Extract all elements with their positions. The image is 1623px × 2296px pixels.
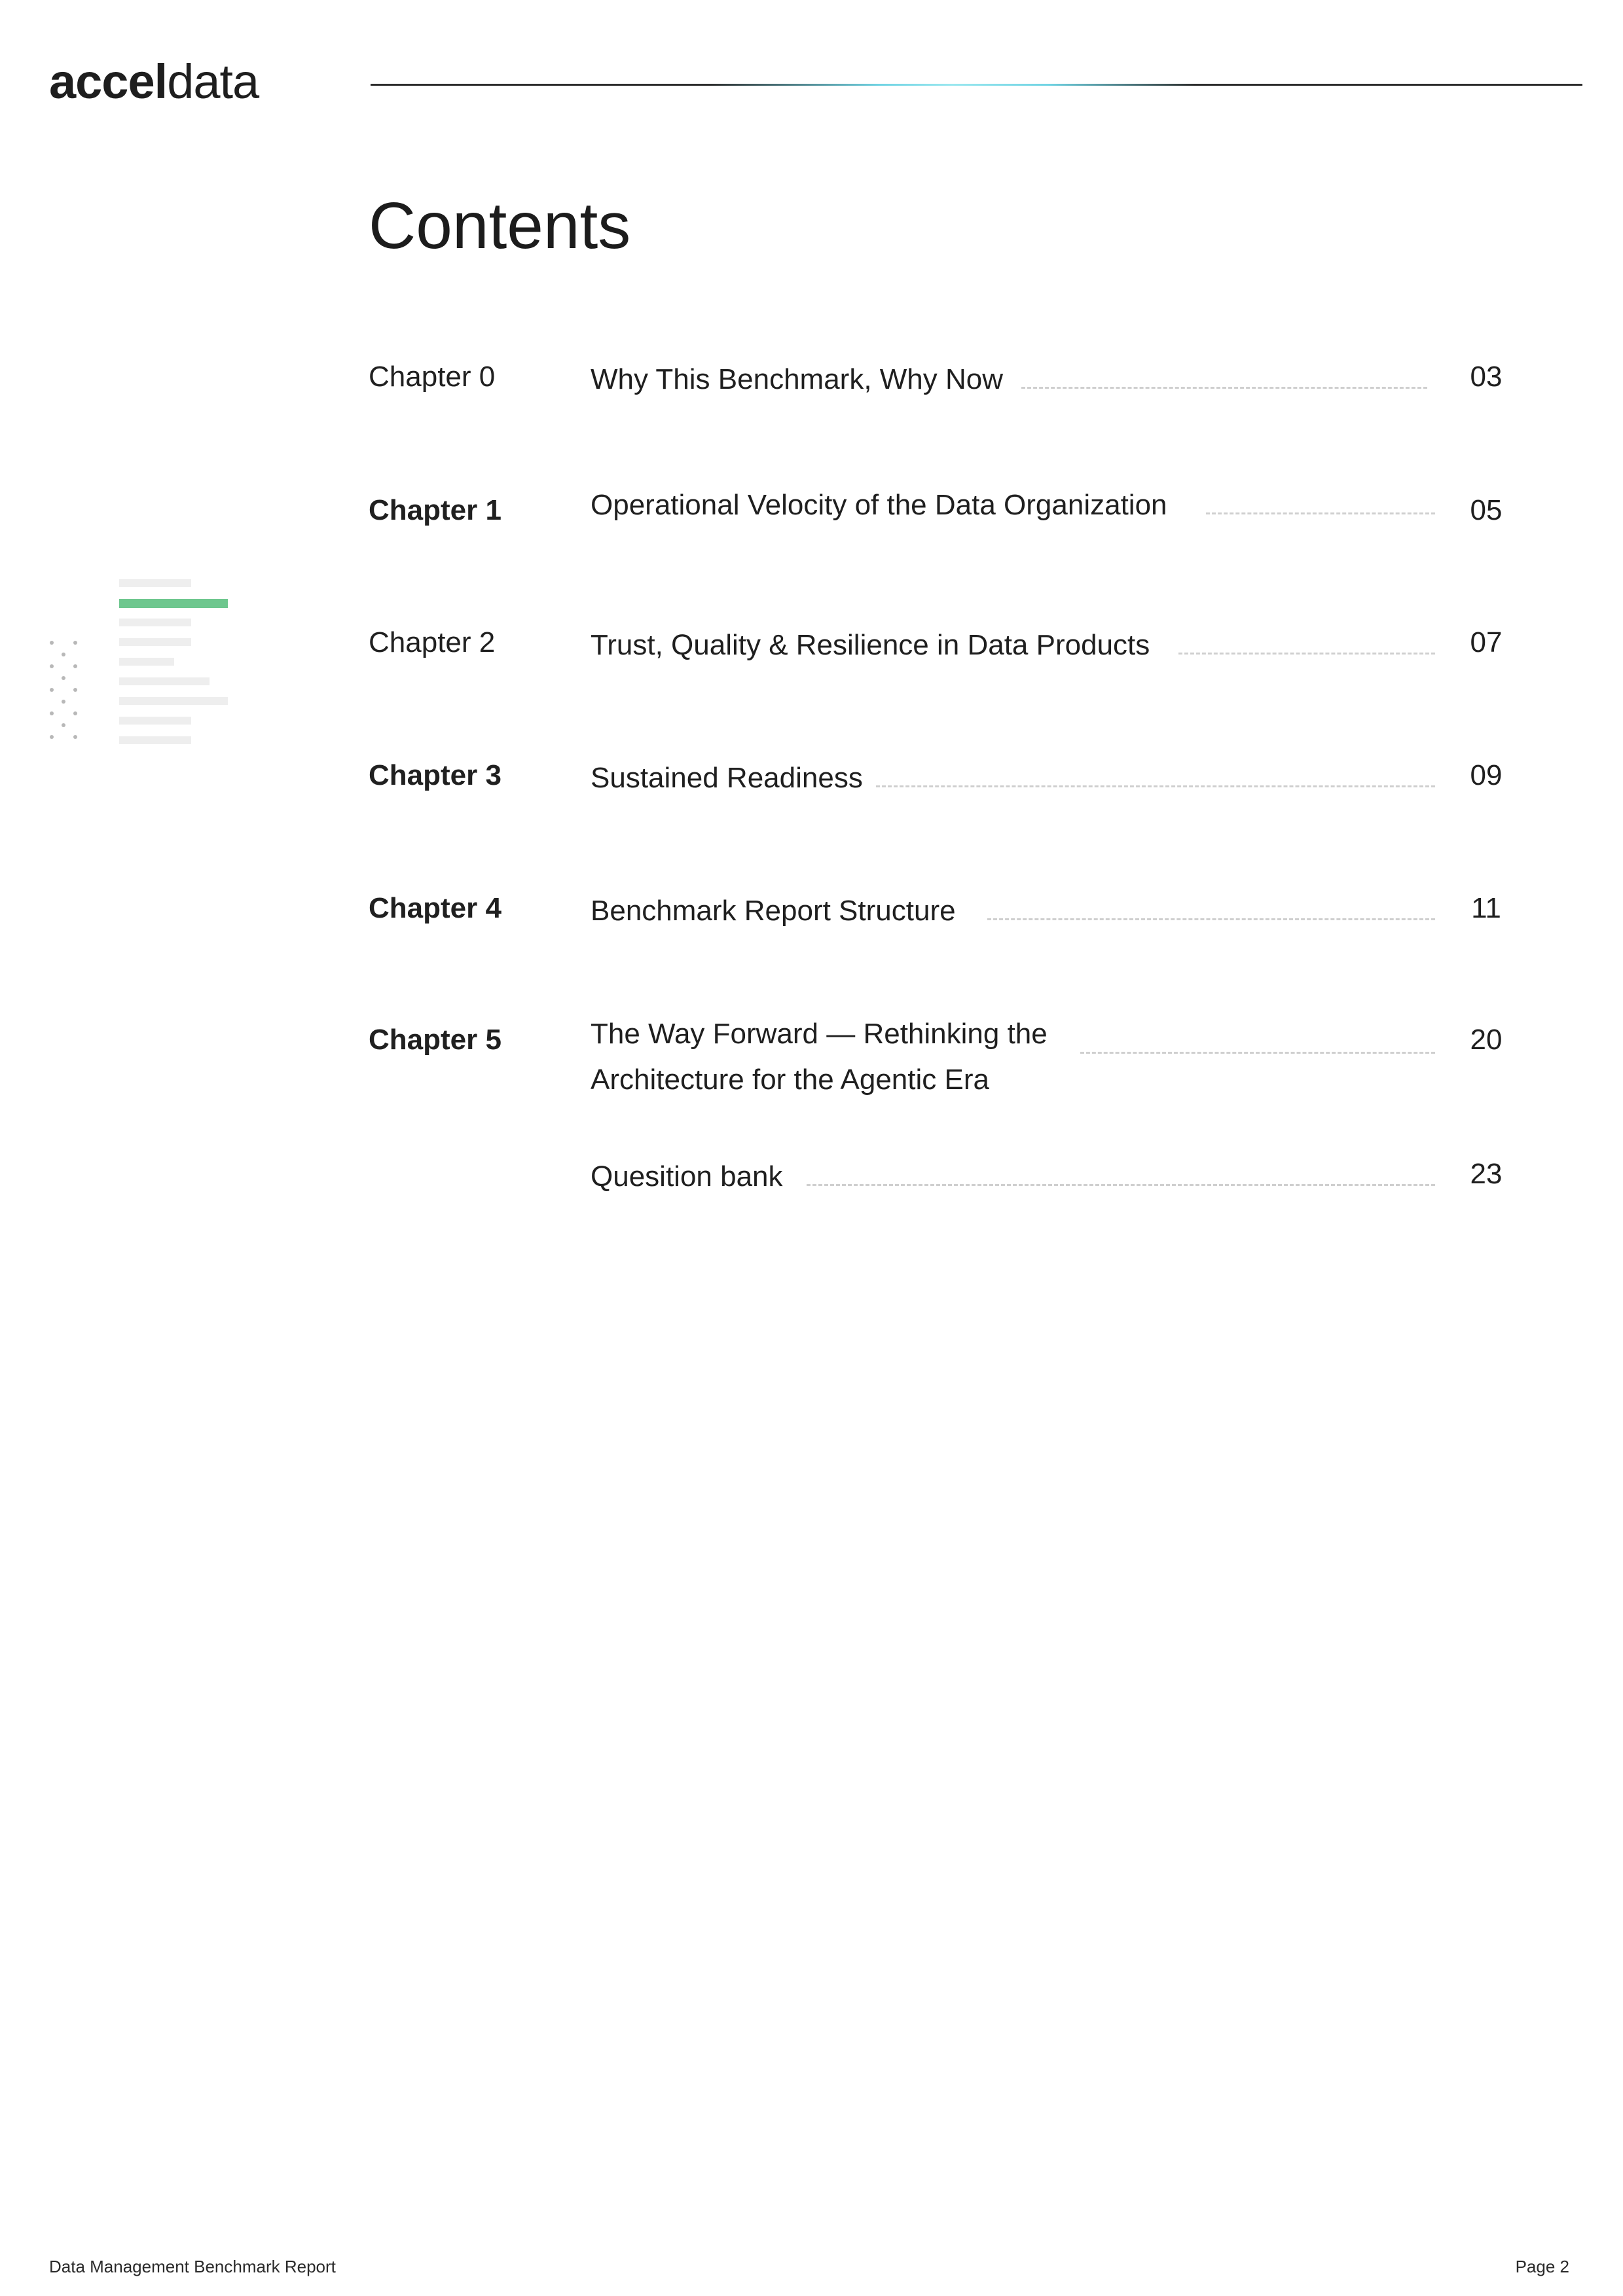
- dot-leader: [987, 918, 1435, 920]
- chapter-title: Why This Benchmark, Why Now: [591, 363, 1004, 395]
- footer-report-name: Data Management Benchmark Report: [49, 2257, 336, 2276]
- chapter-title: Quesition bank: [591, 1160, 783, 1193]
- toc-entry-chapter-0[interactable]: [0, 357, 1623, 435]
- deco-accent-bar: [119, 599, 228, 608]
- dot-leader: [1080, 1052, 1435, 1054]
- deco-dot: [62, 723, 65, 727]
- chapter-label: Chapter 3: [369, 759, 501, 791]
- page-title: Contents: [369, 189, 631, 262]
- deco-dot: [50, 735, 54, 739]
- toc-entry-chapter-5[interactable]: [0, 1011, 1623, 1129]
- dot-leader: [1178, 653, 1435, 655]
- page-number: 23: [1470, 1158, 1503, 1190]
- logo-text-light: data: [167, 54, 259, 109]
- page-number: 03: [1470, 361, 1503, 393]
- page-number: 20: [1470, 1024, 1503, 1056]
- footer-page-label: Page 2: [1515, 2257, 1569, 2276]
- dot-leader: [807, 1184, 1435, 1186]
- deco-dot: [73, 735, 77, 739]
- chapter-label: Chapter 5: [369, 1024, 501, 1056]
- toc-entry-question-bank[interactable]: [0, 1154, 1623, 1232]
- page-number: 11: [1471, 892, 1501, 924]
- chapter-label: Chapter 1: [369, 494, 501, 526]
- chapter-title-line-2: Architecture for the Agentic Era: [591, 1064, 989, 1096]
- chapter-title: Trust, Quality & Resilience in Data Products: [591, 629, 1150, 661]
- deco-bar: [119, 717, 191, 725]
- logo-text-bold: accel: [49, 54, 168, 109]
- dot-leader: [876, 785, 1435, 787]
- deco-dot: [50, 711, 54, 715]
- deco-dot: [73, 711, 77, 715]
- toc-entry-chapter-1[interactable]: [0, 482, 1623, 561]
- dot-leader: [1206, 512, 1435, 514]
- chapter-label: Chapter 0: [369, 361, 496, 393]
- chapter-title-line-1: The Way Forward — Rethinking the: [591, 1018, 1048, 1050]
- dot-leader: [1021, 387, 1427, 389]
- chapter-title: Sustained Readiness: [591, 762, 863, 794]
- deco-bar: [119, 579, 191, 587]
- chapter-label: Chapter 2: [369, 626, 496, 658]
- page-number: 09: [1470, 759, 1503, 791]
- chapter-label: Chapter 4: [369, 892, 501, 924]
- chapter-title: Benchmark Report Structure: [591, 895, 956, 927]
- page-number: 05: [1470, 494, 1503, 526]
- deco-bar: [119, 736, 191, 744]
- header-divider: [371, 84, 1582, 86]
- toc-entry-chapter-3[interactable]: [0, 755, 1623, 834]
- toc-entry-chapter-4[interactable]: [0, 888, 1623, 967]
- acceldata-logo: [49, 54, 259, 109]
- toc-entry-chapter-2[interactable]: [0, 622, 1623, 701]
- chapter-title: Operational Velocity of the Data Organization: [591, 489, 1167, 521]
- page-number: 07: [1470, 626, 1503, 658]
